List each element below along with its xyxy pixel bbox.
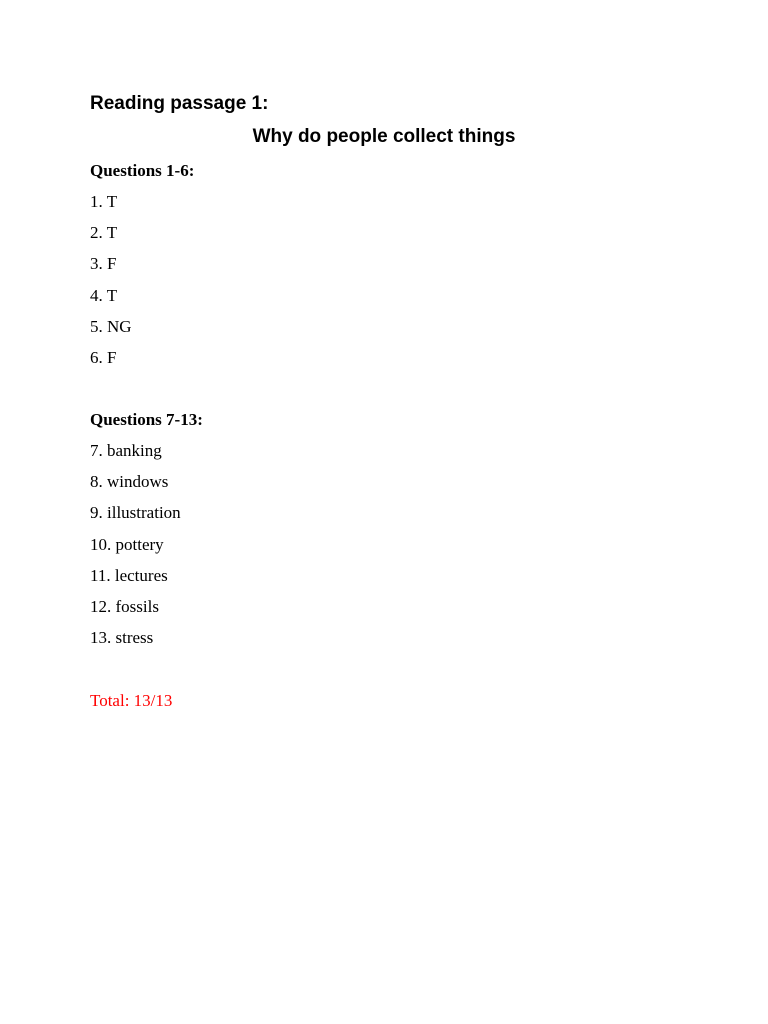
answer-9: 9. illustration xyxy=(90,503,181,523)
answer-10: 10. pottery xyxy=(90,534,164,554)
questions-1-6-section xyxy=(90,161,194,379)
answer-5: 5. NG xyxy=(90,316,132,336)
answer-4: 4. T xyxy=(90,285,118,305)
section-header: Questions 7-13: xyxy=(90,410,203,429)
answer-7: 7. banking xyxy=(90,441,162,460)
answer-13: 13. stress xyxy=(90,628,154,648)
total-score: Total: 13/13 xyxy=(90,691,173,710)
answer-2: 2. T xyxy=(90,223,118,243)
section-header: Questions 1-6: xyxy=(90,161,195,180)
answer-8: 8. windows xyxy=(90,472,169,492)
passage-title: Why do people collect things xyxy=(252,126,516,147)
answer-12: 12. fossils xyxy=(90,596,159,616)
answer-11: 11. lectures xyxy=(90,565,168,585)
questions-7-13-section xyxy=(90,410,203,659)
answer-1: 1. T xyxy=(90,192,118,211)
answer-6: 6. F xyxy=(90,347,117,367)
answer-3: 3. F xyxy=(90,254,117,274)
passage-heading: Reading passage 1: xyxy=(90,93,269,114)
